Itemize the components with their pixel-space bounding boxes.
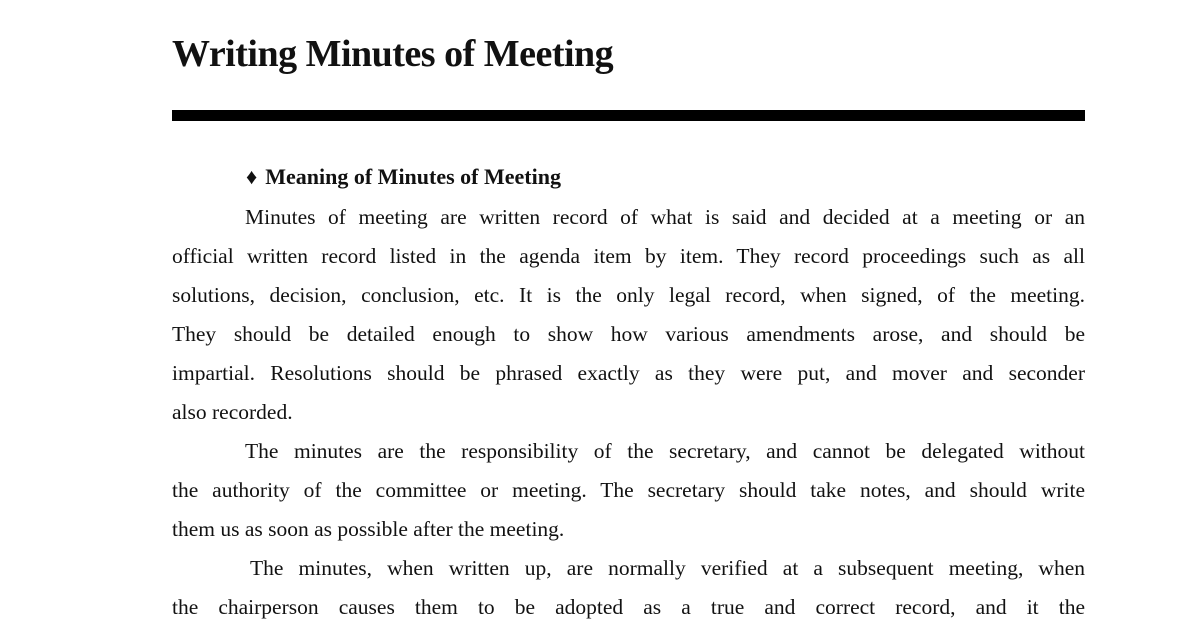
section-heading-text: Meaning of Minutes of Meeting (265, 164, 561, 189)
body-line: Minutes of meeting are written record of what is said and decided at a meeting or an (245, 205, 1085, 229)
body-line: impartial. Resolutions should be phrased exactly as they were put, and mover and seconder (172, 361, 1085, 385)
body-line: them us as soon as possible after the meeting. (172, 517, 565, 541)
body-line: The minutes are the responsibility of the secretary, and cannot be delegated without (245, 439, 1085, 463)
body-line: the authority of the committee or meeting. The secretary should take notes, and should write (172, 478, 1085, 502)
body-line: The minutes, when written up, are normally verified at a subsequent meeting, when (250, 556, 1085, 580)
title-underline-rule (172, 110, 1085, 121)
body-line: solutions, decision, conclusion, etc. It is the only legal record, when signed, of the meeting. (172, 283, 1085, 307)
document-title: Writing Minutes of Meeting (172, 33, 614, 75)
body-line: the chairperson causes them to be adopted as a true and correct record, and it the (172, 595, 1085, 619)
section-heading (246, 164, 561, 190)
body-line: also recorded. (172, 400, 293, 424)
document-body (172, 198, 1085, 627)
diamond-bullet-icon: ♦ (246, 164, 258, 189)
body-line: They should be detailed enough to show how various amendments arose, and should be (172, 322, 1085, 346)
body-line: official written record listed in the agenda item by item. They record proceedings such as all (172, 244, 1085, 268)
